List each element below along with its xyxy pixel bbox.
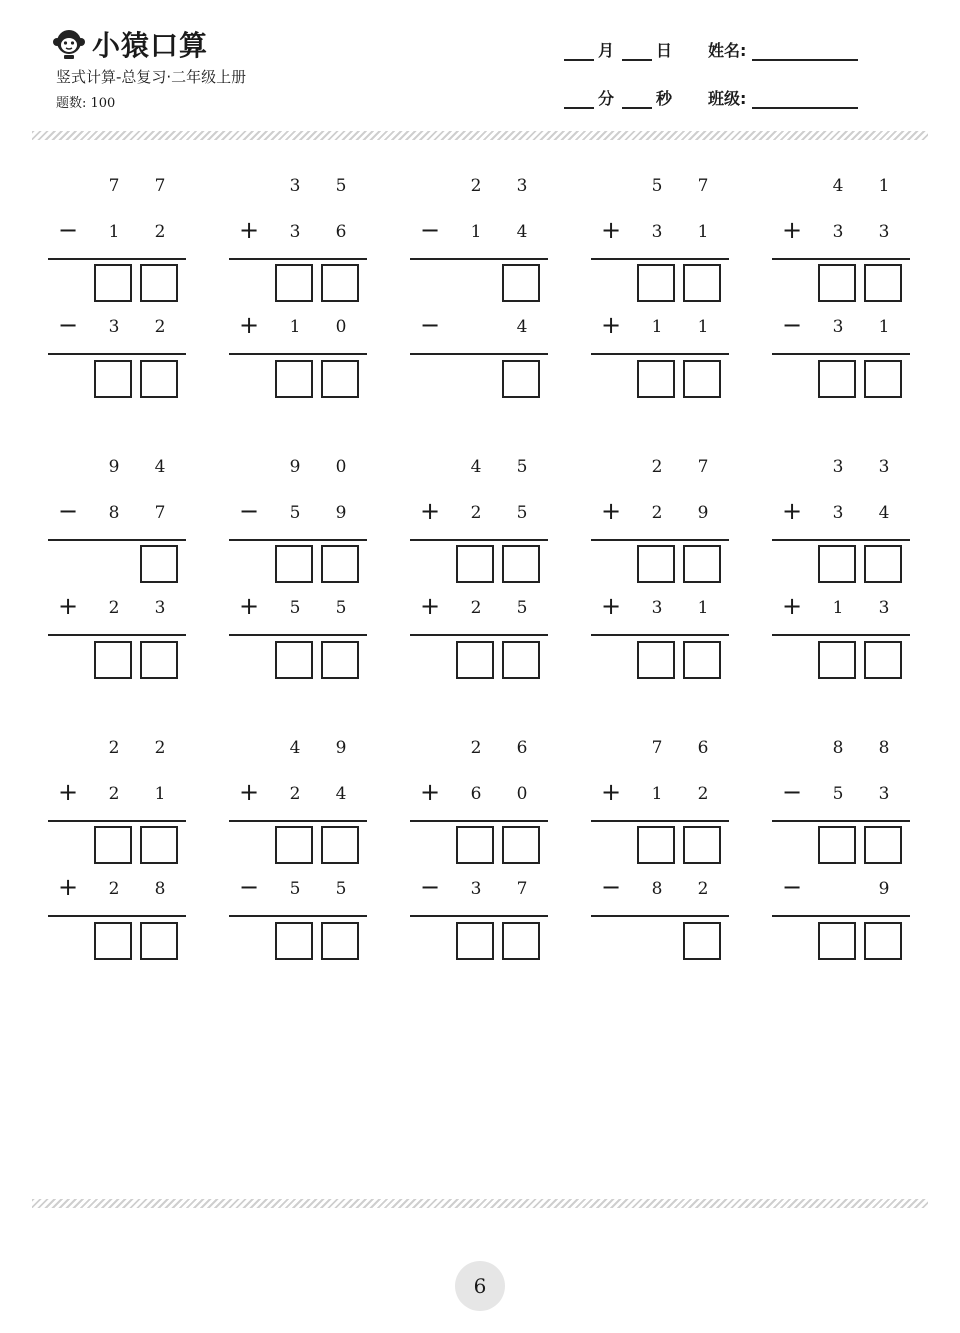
first-operand-digit: 5 (516, 457, 528, 477)
step1-answer-box[interactable] (683, 826, 721, 864)
third-operand-digit: 8 (154, 879, 166, 899)
name-label: 姓名: (708, 41, 747, 60)
third-operand-digit: 5 (335, 598, 347, 618)
second-operand-digit: 5 (516, 503, 528, 523)
second-operand-digit: 5 (832, 784, 844, 804)
third-operand-digit: 3 (651, 598, 663, 618)
step1-answer-box[interactable] (456, 826, 494, 864)
vertical-problem (410, 170, 550, 400)
step2-answer-box[interactable] (864, 641, 902, 679)
operator-sign: + (238, 592, 260, 620)
vertical-problem (410, 732, 550, 962)
second-operand-digit: 2 (154, 222, 166, 242)
second-operand-digit: 9 (335, 503, 347, 523)
first-operand-digit: 9 (335, 738, 347, 758)
worksheet-subtitle: 竖式计算-总复习·二年级上册 (56, 68, 247, 86)
class-label: 班级: (708, 89, 747, 108)
step1-answer-box[interactable] (637, 545, 675, 583)
first-operand-digit: 8 (878, 738, 890, 758)
operator-sign: − (238, 497, 260, 525)
operator-sign: + (419, 497, 441, 525)
first-operand-digit: 3 (878, 457, 890, 477)
second-operand-digit: 6 (470, 784, 482, 804)
step2-answer-box[interactable] (456, 922, 494, 960)
result-line (48, 915, 186, 917)
operator-sign: − (57, 216, 79, 244)
result-line (410, 539, 548, 541)
third-operand-digit: 9 (878, 879, 890, 899)
result-line (48, 353, 186, 355)
first-operand-digit: 2 (470, 176, 482, 196)
result-line (591, 820, 729, 822)
step1-answer-box[interactable] (818, 545, 856, 583)
operator-sign: − (57, 497, 79, 525)
operator-sign: + (419, 778, 441, 806)
vertical-problem (772, 732, 912, 962)
operator-sign: + (57, 873, 79, 901)
operator-sign: + (57, 592, 79, 620)
step1-answer-box[interactable] (94, 264, 132, 302)
question-count: 题数: 100 (56, 96, 116, 111)
step2-answer-box[interactable] (321, 641, 359, 679)
step2-answer-box[interactable] (140, 922, 178, 960)
second-operand-digit: 1 (470, 222, 482, 242)
step2-answer-box[interactable] (683, 641, 721, 679)
first-operand-digit: 1 (878, 176, 890, 196)
step2-answer-box[interactable] (94, 922, 132, 960)
operator-sign: − (419, 216, 441, 244)
result-line (591, 353, 729, 355)
second-operand-digit: 3 (832, 503, 844, 523)
step2-answer-box[interactable] (275, 360, 313, 398)
bottom-divider (32, 1199, 928, 1208)
first-operand-digit: 8 (832, 738, 844, 758)
third-operand-digit: 3 (154, 598, 166, 618)
second-operand-digit: 1 (651, 784, 663, 804)
step2-answer-box[interactable] (275, 922, 313, 960)
first-operand-digit: 3 (832, 457, 844, 477)
first-operand-digit: 4 (832, 176, 844, 196)
step2-answer-box[interactable] (94, 641, 132, 679)
step2-answer-box[interactable] (502, 360, 540, 398)
second-operand-digit: 2 (697, 784, 709, 804)
result-line (229, 258, 367, 260)
second-operand-digit: 0 (516, 784, 528, 804)
first-operand-digit: 5 (335, 176, 347, 196)
result-line (410, 915, 548, 917)
month-label: 月 (598, 41, 615, 60)
first-operand-digit: 9 (108, 457, 120, 477)
operator-sign: + (600, 497, 622, 525)
operator-sign: + (238, 311, 260, 339)
first-operand-digit: 2 (108, 738, 120, 758)
result-line (229, 634, 367, 636)
result-line (48, 634, 186, 636)
first-operand-digit: 4 (470, 457, 482, 477)
step2-answer-box[interactable] (683, 360, 721, 398)
second-label: 秒 (656, 89, 673, 108)
step1-answer-box[interactable] (502, 826, 540, 864)
result-line (772, 915, 910, 917)
step1-answer-box[interactable] (864, 264, 902, 302)
step1-answer-box[interactable] (321, 545, 359, 583)
result-line (772, 539, 910, 541)
third-operand-digit: 0 (335, 317, 347, 337)
step2-answer-box[interactable] (94, 360, 132, 398)
day-label: 日 (656, 41, 673, 60)
operator-sign: + (57, 778, 79, 806)
result-line (229, 915, 367, 917)
first-operand-digit: 7 (108, 176, 120, 196)
second-operand-digit: 1 (697, 222, 709, 242)
first-operand-digit: 2 (154, 738, 166, 758)
step1-answer-box[interactable] (637, 826, 675, 864)
second-operand-digit: 2 (470, 503, 482, 523)
first-operand-digit: 7 (697, 176, 709, 196)
step1-answer-box[interactable] (818, 264, 856, 302)
third-operand-digit: 3 (470, 879, 482, 899)
operator-sign: + (781, 216, 803, 244)
first-operand-digit: 6 (516, 738, 528, 758)
third-operand-digit: 2 (470, 598, 482, 618)
first-operand-digit: 2 (651, 457, 663, 477)
step1-answer-box[interactable] (683, 264, 721, 302)
first-operand-digit: 2 (470, 738, 482, 758)
step2-answer-box[interactable] (818, 922, 856, 960)
step2-answer-box[interactable] (818, 641, 856, 679)
second-operand-digit: 8 (108, 503, 120, 523)
third-operand-digit: 3 (832, 317, 844, 337)
step2-answer-box[interactable] (864, 922, 902, 960)
step1-answer-box[interactable] (864, 826, 902, 864)
vertical-problem (48, 170, 188, 400)
step1-answer-box[interactable] (864, 545, 902, 583)
third-operand-digit: 3 (108, 317, 120, 337)
step1-answer-box[interactable] (94, 826, 132, 864)
vertical-problem (229, 170, 369, 400)
operator-sign: + (238, 778, 260, 806)
second-operand-digit: 3 (878, 222, 890, 242)
step1-answer-box[interactable] (321, 826, 359, 864)
second-operand-digit: 4 (878, 503, 890, 523)
operator-sign: + (600, 592, 622, 620)
result-line (410, 353, 548, 355)
step1-answer-box[interactable] (275, 545, 313, 583)
second-operand-digit: 3 (651, 222, 663, 242)
vertical-problem (591, 170, 731, 400)
step1-answer-box[interactable] (456, 545, 494, 583)
operator-sign: + (781, 497, 803, 525)
operator-sign: − (419, 873, 441, 901)
first-operand-digit: 3 (516, 176, 528, 196)
vertical-problem (591, 732, 731, 962)
step2-answer-box[interactable] (637, 360, 675, 398)
second-operand-digit: 1 (108, 222, 120, 242)
vertical-problem (410, 451, 550, 681)
step2-answer-box[interactable] (275, 641, 313, 679)
step1-answer-box[interactable] (502, 264, 540, 302)
second-operand-digit: 3 (289, 222, 301, 242)
second-operand-digit: 4 (335, 784, 347, 804)
second-operand-digit: 6 (335, 222, 347, 242)
step1-answer-box[interactable] (502, 545, 540, 583)
second-operand-digit: 2 (108, 784, 120, 804)
step1-answer-box[interactable] (275, 264, 313, 302)
first-operand-digit: 0 (335, 457, 347, 477)
second-operand-digit: 2 (651, 503, 663, 523)
third-operand-digit: 1 (832, 598, 844, 618)
third-operand-digit: 2 (697, 879, 709, 899)
result-line (591, 539, 729, 541)
result-line (48, 820, 186, 822)
third-operand-digit: 5 (335, 879, 347, 899)
result-line (772, 634, 910, 636)
step1-answer-box[interactable] (140, 545, 178, 583)
step1-answer-box[interactable] (683, 545, 721, 583)
step2-answer-box[interactable] (502, 922, 540, 960)
vertical-problem (229, 451, 369, 681)
result-line (229, 353, 367, 355)
second-operand-digit: 5 (289, 503, 301, 523)
second-operand-digit: 9 (697, 503, 709, 523)
result-line (591, 634, 729, 636)
result-line (48, 539, 186, 541)
step2-answer-box[interactable] (321, 360, 359, 398)
result-line (772, 820, 910, 822)
minute-label: 分 (598, 89, 615, 108)
step1-answer-box[interactable] (321, 264, 359, 302)
operator-sign: − (781, 778, 803, 806)
step1-answer-box[interactable] (818, 826, 856, 864)
operator-sign: + (600, 778, 622, 806)
step1-answer-box[interactable] (140, 826, 178, 864)
first-operand-digit: 4 (154, 457, 166, 477)
brand-name: 小猿口算 (92, 29, 209, 62)
operator-sign: + (600, 216, 622, 244)
vertical-problem (772, 451, 912, 681)
result-line (48, 258, 186, 260)
third-operand-digit: 1 (697, 317, 709, 337)
third-operand-digit: 1 (697, 598, 709, 618)
operator-sign: − (781, 311, 803, 339)
step2-answer-box[interactable] (321, 922, 359, 960)
first-operand-digit: 4 (289, 738, 301, 758)
third-operand-digit: 1 (289, 317, 301, 337)
result-line (410, 820, 548, 822)
third-operand-digit: 2 (154, 317, 166, 337)
step2-answer-box[interactable] (683, 922, 721, 960)
step1-answer-box[interactable] (637, 264, 675, 302)
operator-sign: + (238, 216, 260, 244)
step2-answer-box[interactable] (864, 360, 902, 398)
step2-answer-box[interactable] (502, 641, 540, 679)
result-line (591, 915, 729, 917)
third-operand-digit: 3 (878, 598, 890, 618)
third-operand-digit: 5 (516, 598, 528, 618)
vertical-problem (772, 170, 912, 400)
first-operand-digit: 5 (651, 176, 663, 196)
operator-sign: − (238, 873, 260, 901)
second-operand-digit: 2 (289, 784, 301, 804)
second-operand-digit: 7 (154, 503, 166, 523)
operator-sign: − (419, 311, 441, 339)
result-line (229, 820, 367, 822)
third-operand-digit: 7 (516, 879, 528, 899)
result-line (229, 539, 367, 541)
step2-answer-box[interactable] (140, 641, 178, 679)
vertical-problem (229, 732, 369, 962)
third-operand-digit: 2 (108, 598, 120, 618)
page-number: 6 (455, 1261, 505, 1311)
operator-sign: + (600, 311, 622, 339)
step2-answer-box[interactable] (818, 360, 856, 398)
step2-answer-box[interactable] (140, 360, 178, 398)
third-operand-digit: 5 (289, 879, 301, 899)
first-operand-digit: 7 (651, 738, 663, 758)
third-operand-digit: 4 (516, 317, 528, 337)
operator-sign: − (600, 873, 622, 901)
first-operand-digit: 9 (289, 457, 301, 477)
operator-sign: − (781, 873, 803, 901)
first-operand-digit: 7 (154, 176, 166, 196)
first-operand-digit: 7 (697, 457, 709, 477)
vertical-problem (48, 451, 188, 681)
second-operand-digit: 3 (832, 222, 844, 242)
result-line (410, 634, 548, 636)
second-operand-digit: 1 (154, 784, 166, 804)
operator-sign: − (57, 311, 79, 339)
third-operand-digit: 5 (289, 598, 301, 618)
third-operand-digit: 8 (651, 879, 663, 899)
result-line (772, 258, 910, 260)
second-operand-digit: 4 (516, 222, 528, 242)
first-operand-digit: 6 (697, 738, 709, 758)
step1-answer-box[interactable] (140, 264, 178, 302)
result-line (772, 353, 910, 355)
result-line (410, 258, 548, 260)
step1-answer-box[interactable] (275, 826, 313, 864)
third-operand-digit: 1 (878, 317, 890, 337)
second-operand-digit: 3 (878, 784, 890, 804)
first-operand-digit: 3 (289, 176, 301, 196)
vertical-problem (591, 451, 731, 681)
result-line (591, 258, 729, 260)
step2-answer-box[interactable] (637, 641, 675, 679)
vertical-problem (48, 732, 188, 962)
third-operand-digit: 1 (651, 317, 663, 337)
step2-answer-box[interactable] (456, 641, 494, 679)
operator-sign: + (419, 592, 441, 620)
operator-sign: + (781, 592, 803, 620)
third-operand-digit: 2 (108, 879, 120, 899)
